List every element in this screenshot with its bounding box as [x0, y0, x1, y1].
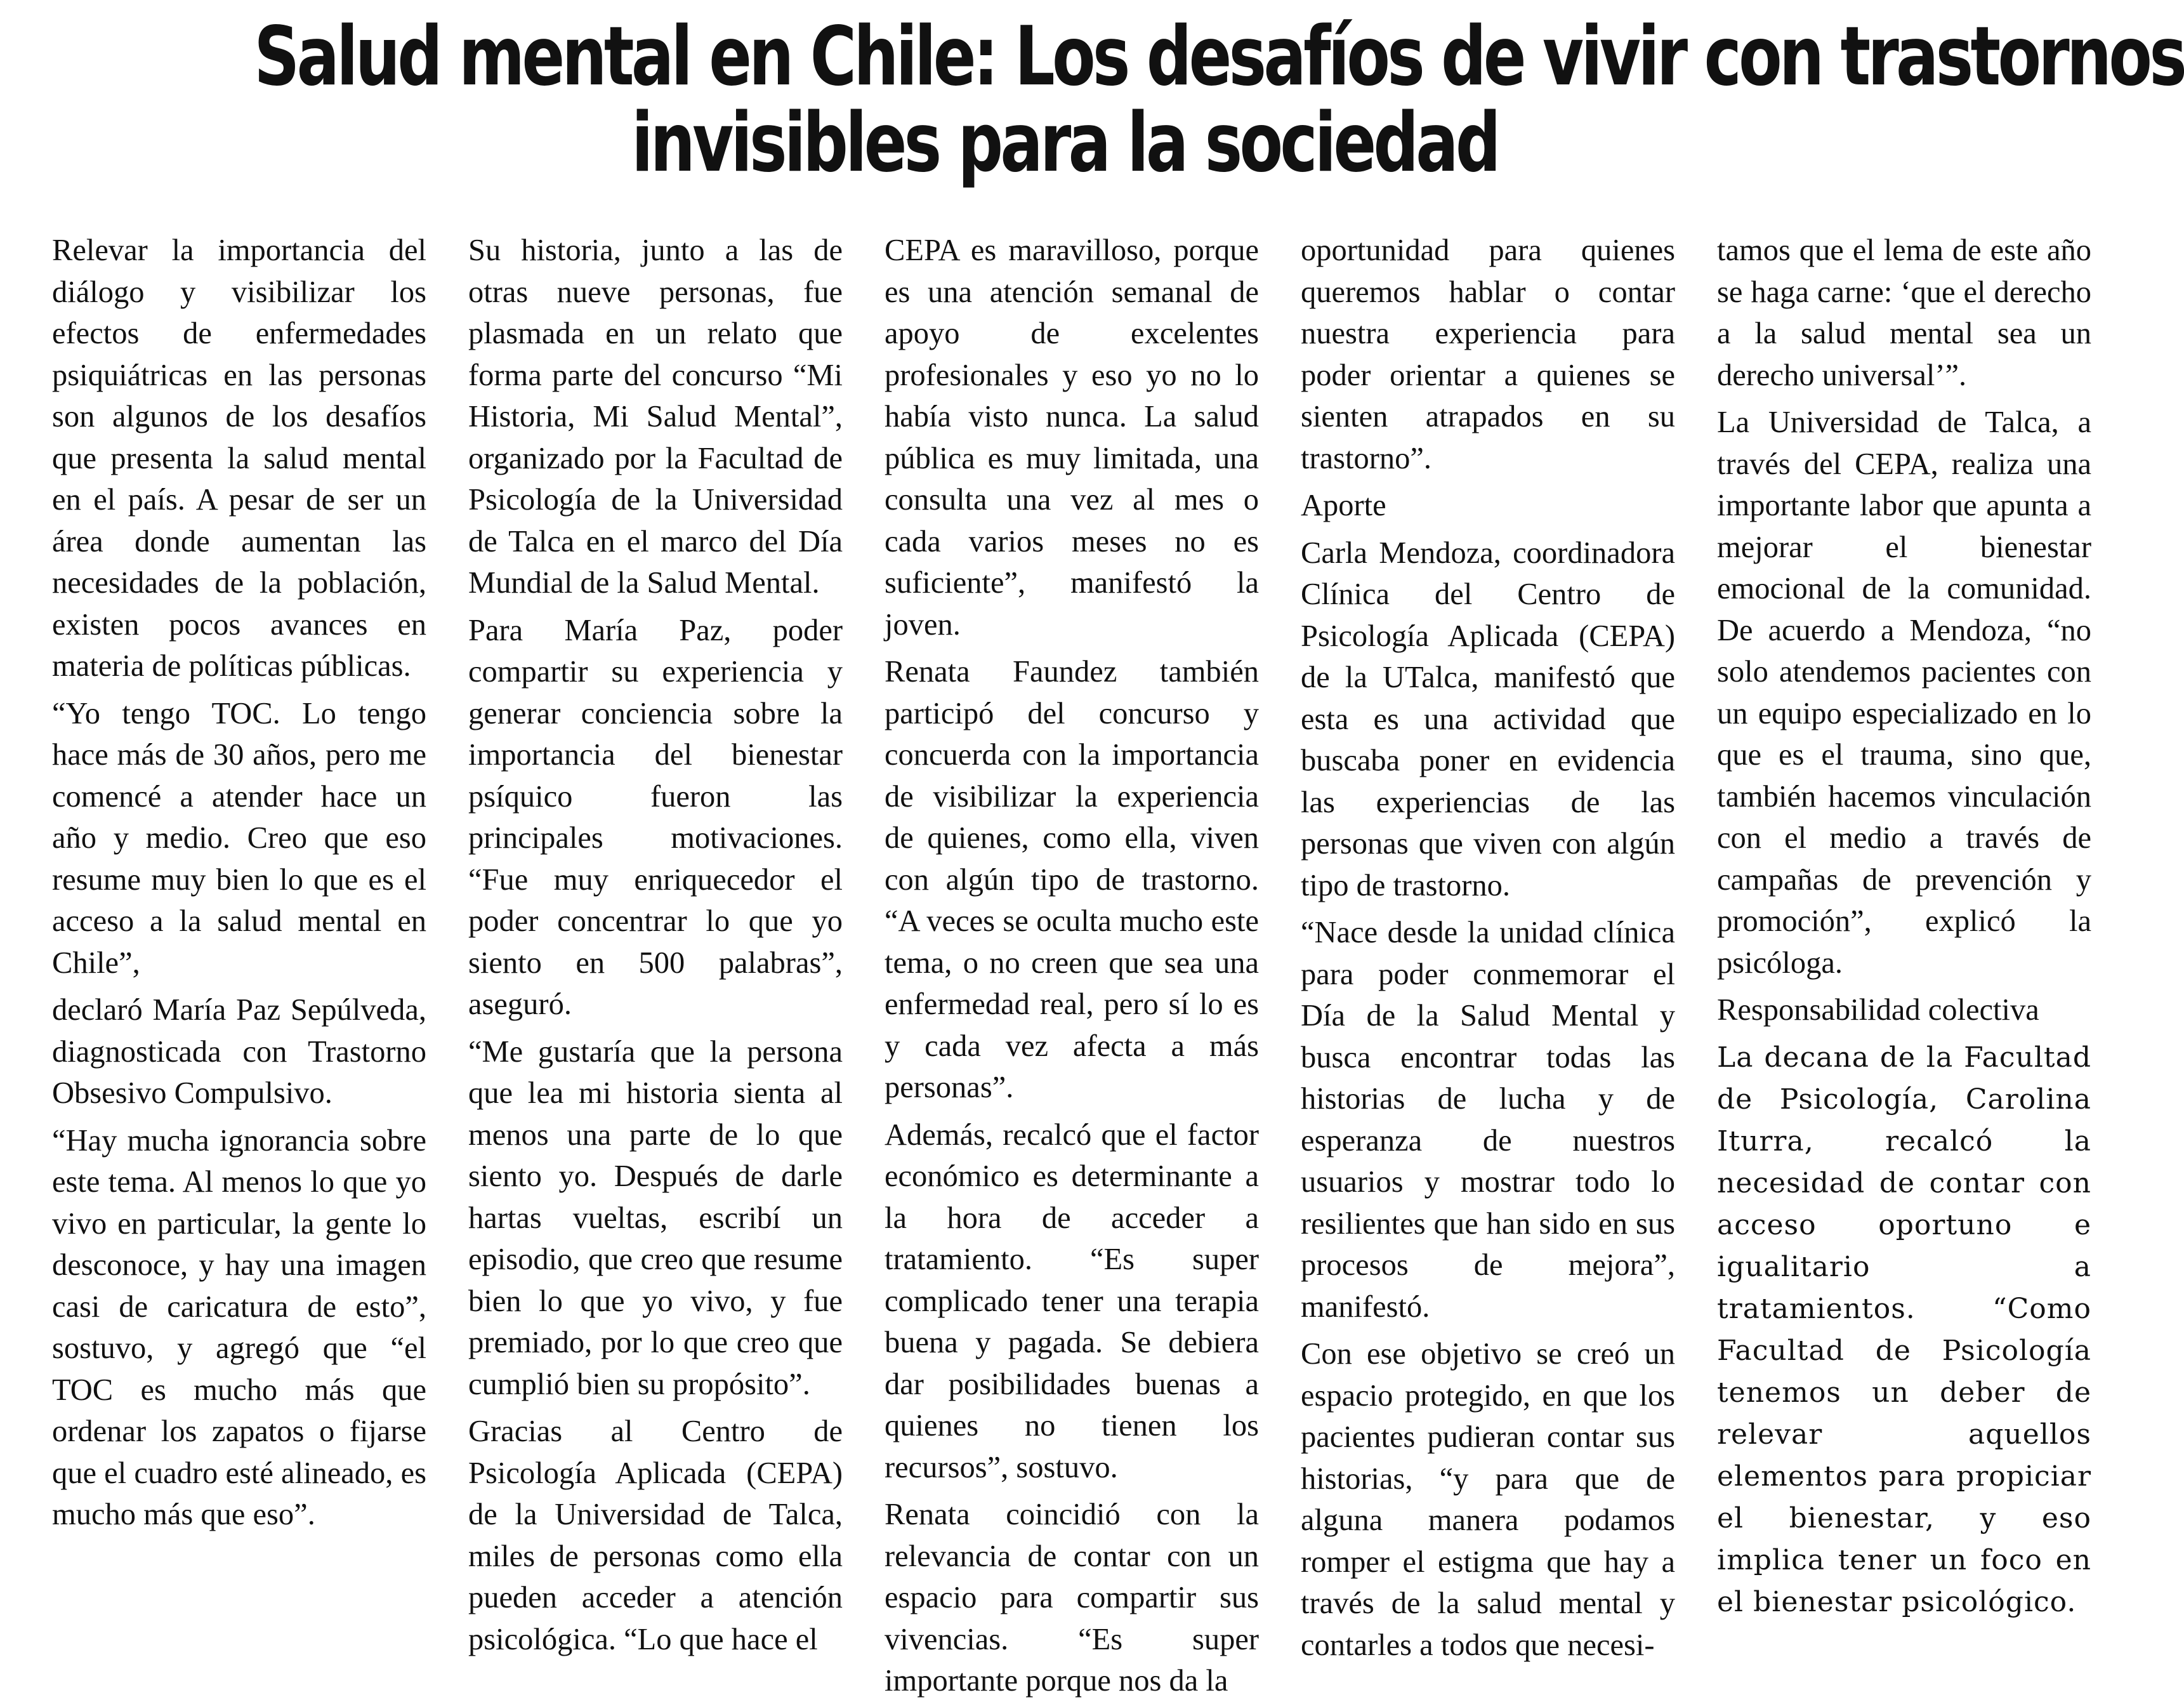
- paragraph: Gracias al Centro de Psicología Aplicada (CEPA) de la Universidad de Talca, miles de personas como ella pueden acceder a atención psicológica. “Lo que hace el: [468, 1415, 843, 1656]
- paragraph: “Nace desde la unidad clínica para poder conmemorar el Día de la Salud Mental y busca encontrar todas las historias de lucha y de esperanza de nuestros usuarios y mostrar todo lo resilientes que han sido en sus procesos de mejora”, manifestó.: [1301, 916, 1675, 1324]
- subheading-responsabilidad-colectiva: Responsabilidad colectiva: [1717, 993, 2039, 1027]
- text-column-1: [52, 230, 426, 1531]
- headline-line-2: invisibles para la sociedad: [631, 96, 1498, 190]
- paragraph: tamos que el lema de este año se haga carne: ‘que el derecho a la salud mental sea un derecho universal’”.: [1717, 234, 2091, 392]
- text-column-5: [1717, 230, 2091, 1618]
- paragraph: “Hay mucha ignorancia sobre este tema. Al menos lo que yo vivo en particular, la gente lo desconoce, y hay una imagen casi de caricatura de esto”, sostuvo, y agregó que “el TOC es mucho más que ordenar los zapatos o fijarse que el cuadro esté alineado, es mucho más que eso”.: [52, 1123, 426, 1531]
- article-headline: [254, 10, 2184, 190]
- text-column-2: [468, 230, 843, 1656]
- paragraph: La decana de la Facultad de Psicología, Carolina Iturra, recalcó la necesidad de contar con acceso oportuno e igualitario a tratamientos. “Como Facultad de Psicología tenemos un deber de relevar aquellos elementos para propiciar el bienestar, y eso implica tener un foco en el bienestar psicológico.: [1717, 1041, 2091, 1618]
- paragraph: declaró María Paz Sepúlveda, diagnosticada con Trastorno Obsesivo Compulsivo.: [52, 993, 426, 1110]
- headline-line-1: Salud mental en Chile: Los desafíos de vivir con trastornos: [254, 10, 2184, 104]
- paragraph: Renata coincidió con la relevancia de contar con un espacio para compartir sus vivencias. “Es super importante porque nos da la: [885, 1498, 1259, 1698]
- paragraph: “Yo tengo TOC. Lo tengo hace más de 30 años, pero me comencé a atender hace un año y medio. Creo que eso resume muy bien lo que es el acceso a la salud mental en Chile”,: [52, 696, 426, 980]
- paragraph: Carla Mendoza, coordinadora Clínica del Centro de Psicología Aplicada (CEPA) de la UTalca, manifestó que esta es una actividad que buscaba poner en evidencia las experiencias de las personas que viven con algún tipo de trastorno.: [1301, 536, 1675, 902]
- paragraph: Con ese objetivo se creó un espacio protegido, en que los pacientes pudieran contar sus historias, “y para que de alguna manera podamos romper el estigma que hay a través de la salud mental y contarles a todos que necesi-: [1301, 1337, 1675, 1662]
- paragraph: “Me gustaría que la persona que lea mi historia sienta al menos una parte de lo que siento yo. Después de darle hartas vueltas, escribí un episodio, que creo que resume bien lo que yo vivo, y fue premiado, por lo que creo que cumplió bien su propósito”.: [468, 1034, 843, 1401]
- text-column-4: [1301, 230, 1675, 1662]
- paragraph: CEPA es maravilloso, porque es una atención semanal de apoyo de excelentes profesionales y eso yo no lo había visto nunca. La salud pública es muy limitada, una consulta una vez al mes o cada varios meses no es suficiente”, manifestó la joven.: [885, 234, 1259, 642]
- paragraph: Su historia, junto a las de otras nueve personas, fue plasmada en un relato que forma parte del concurso “Mi Historia, Mi Salud Mental”, organizado por la Facultad de Psicología de la Universidad de Talca en el marco del Día Mundial de la Salud Mental.: [468, 234, 843, 600]
- paragraph: Además, recalcó que el factor económico es determinante a la hora de acceder a tratamiento. “Es super complicado tener una terapia buena y pagada. Se debiera dar posibilidades buenas a quienes no tienen los recursos”, sostuvo.: [885, 1118, 1259, 1484]
- paragraph: Relevar la importancia del diálogo y visibilizar los efectos de enfermedades psiquiátricas en las personas son algunos de los desafíos que presenta la salud mental en el país. A pesar de ser un área donde aumentan las necesidades de la población, existen pocos avances en materia de políticas públicas.: [52, 234, 426, 683]
- paragraph: La Universidad de Talca, a través del CEPA, realiza una importante labor que apunta a mejorar el bienestar emocional de la comunidad. De acuerdo a Mendoza, “no solo atendemos pacientes con un equipo especializado en lo que es el trauma, sino que, también hacemos vinculación con el medio a través de campañas de prevención y promoción”, explicó la psicóloga.: [1717, 406, 2091, 980]
- paragraph: Para María Paz, poder compartir su experiencia y generar conciencia sobre la importancia del bienestar psíquico fueron las principales motivaciones. “Fue muy enriquecedor el poder concentrar lo que yo siento en 500 palabras”, aseguró.: [468, 613, 843, 1021]
- text-column-3: [885, 230, 1259, 1698]
- subheading-aporte: Aporte: [1301, 489, 1386, 522]
- paragraph: Renata Faundez también participó del concurso y concuerda con la importancia de visibilizar la experiencia de quienes, como ella, viven con algún tipo de trastorno. “A veces se oculta mucho este tema, o no creen que sea una enfermedad real, pero sí lo es y cada vez afecta a más personas”.: [885, 655, 1259, 1104]
- paragraph: oportunidad para quienes queremos hablar o contar nuestra experiencia para poder orientar a quienes se sienten atrapados en su trastorno”.: [1301, 234, 1675, 475]
- article-body: [52, 230, 2095, 1698]
